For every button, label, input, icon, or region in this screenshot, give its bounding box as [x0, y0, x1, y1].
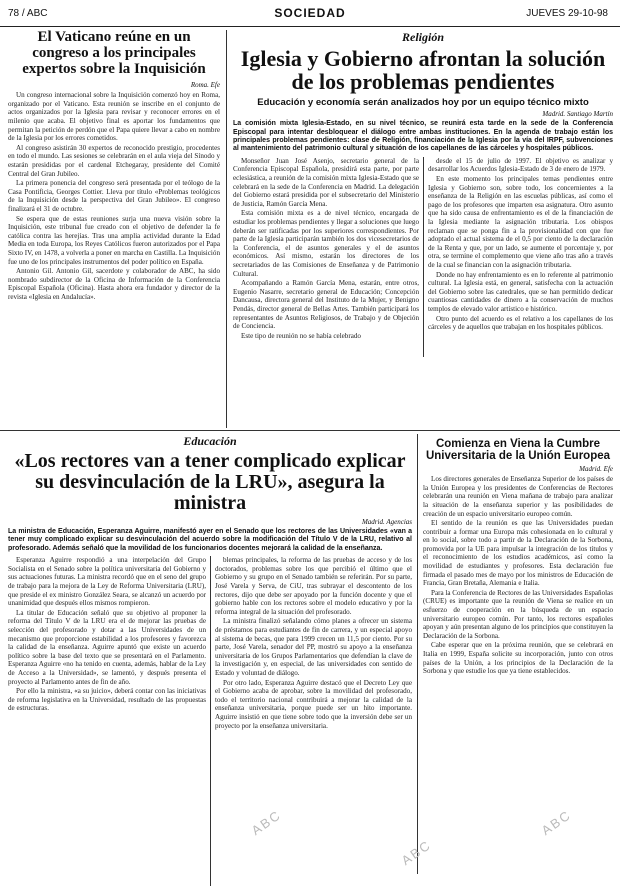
religion-paragraph: Esta comisión mixta es a de nivel técnico, encargada de estudiar los problemas pendientes y llegar a soluciones que luego deberán ser ratificadas por los superiores correspondientes. Por parte de la Iglesia participarán también los dos vicesecretarios de la Conferencia, el de asuntos generales y el de asuntos económicos. Así mismo, estarán los directores de los secretariados de las Comisiones de Enseñanza y de Patrimonio Cultural.	[233, 209, 419, 278]
education-kicker: Educación	[183, 434, 237, 448]
vatican-paragraph: Antonio Gil. Antonio Gil, sacerdote y colaborador de ABC, ha sido nombrado subdirector de la Oficina de Información de la Conferencia Episcopal Española (Oficina). Hasta ahora era fundador y director de la revista «Iglesia en Andalucía».	[8, 267, 220, 301]
education-column-1	[8, 556, 206, 714]
vienna-byline: Madrid. Efe	[579, 465, 613, 474]
education-column-rule	[210, 556, 211, 886]
education-paragraph: Por ello la ministra, «a su juicio», deberá contar con las iniciativas de reforma legislativa en la Universidad, resultado de las propuestas de estructuras.	[8, 687, 206, 713]
vatican-paragraph: Al congreso asistirán 30 expertos de reconocido prestigio, procedentes en todo el mundo. Las sesiones se celebrarán en el aula vieja del Sínodo y estarán presididas por el cardenal Etchegaray, presidente del Comité Central del Gran Jubileo.	[8, 143, 220, 178]
religion-byline: Madrid. Santiago Martín	[542, 110, 613, 119]
vatican-article	[8, 30, 220, 303]
horizontal-rule-mid	[0, 430, 620, 431]
vienna-headline: Comienza en Viena la Cumbre Universitaria de la Unión Europea	[425, 438, 611, 463]
education-byline: Madrid. Agencias	[361, 518, 412, 526]
religion-column-2	[428, 157, 613, 333]
watermark: ABC	[538, 806, 575, 839]
education-headline: «Los rectores van a tener complicado explicar su desvinculación de la LRU», asegura la ministra	[14, 450, 406, 514]
watermark: ABC	[248, 806, 285, 839]
section-title: SOCIEDAD	[274, 6, 346, 20]
religion-kicker: Religión	[401, 30, 444, 44]
issue-date: JUEVES 29-10-98	[526, 8, 608, 19]
religion-subtitle: Educación y economía serán analizados hoy por un equipo técnico mixto	[257, 97, 589, 109]
running-header	[0, 4, 620, 27]
religion-column-rule	[423, 157, 424, 357]
vatican-byline: Roma. Efe	[190, 81, 220, 90]
religion-headline: Iglesia y Gobierno afrontan la solución de los problemas pendientes	[240, 46, 606, 95]
vatican-paragraph: Un congreso internacional sobre la Inquisición comenzó hoy en Roma, organizado por el Vaticano. Esta reunión se inscribe en el conjunto de actos organizados por la Iglesia para revisar y reconocer errores en el milenio que acaba. El objetivo final es aportar los fundamentos que permitan la petición de perdón que el Papa quiere llevar a cabo en nombre de la Iglesia por los errores cometidos.	[8, 91, 220, 143]
education-lead: La ministra de Educación, Esperanza Aguirre, manifestó ayer en el Senado que los rectores de las Universidades «van a tener muy complicado explicar su desvinculación del acuerdo sobre la modificación del Título V de la LRU, relativo al profesorado. Además señaló que la movilidad de los funcionarios docentes mejorará la calidad de la enseñanza.	[8, 528, 412, 552]
vatican-body	[8, 91, 220, 301]
column-rule-bottom	[417, 434, 418, 874]
page-number: 78 / ABC	[8, 8, 48, 19]
religion-paragraph: Donde no hay enfrentamiento es en lo referente al patrimonio cultural. La Iglesia está, en general, satisfecha con la actuación del Gobierno sobre las catedrales, que se han permitido dedicar cuantiosas cantidades de dinero a la conservación de muchos templos de elevado valor artístico e histórico.	[428, 270, 613, 313]
religion-paragraph: Este tipo de reunión no se había celebrado	[241, 331, 361, 340]
religion-paragraph: Monseñor Juan José Asenjo, secretario general de la Conferencia Episcopal Española, presidirá esta parte, por parte eclesiástica, a reunión de la comisión mixta Iglesia-Estado que se celebrará en la sede de la Conferencia en Madrid. La delegación del Gobierno estará presidida por el subsecretario del Ministerio de Justicia, Ramón García Mena.	[233, 156, 419, 208]
religion-article	[233, 30, 613, 357]
education-paragraph: Esperanza Aguirre respondió a una interpelación del Grupo Socialista en el Senado sobre la política universitaria del Gobierno y sus actuaciones futuras. La ministra recordó que en el seno del grupo de trabajo para la mejora de la Ley de Reforma Universitaria (LRU), que preside el ex ministro González Seara, se alcanzó un acuerdo por unanimidad que después ellos mismos rompieron.	[8, 556, 206, 608]
education-paragraph: Por otro lado, Esperanza Aguirre destacó que el Decreto Ley que el Gobierno acaba de aprobar, sobre la movilidad del profesorado, todo el territorio nacional contribuirá a mejorar la calidad de la enseñanza universitaria, porque puede ser un hito importante. Aguirre insistió en que tiene sobre todo que la inversión debe ser un proyecto por la enseñanza universitaria.	[215, 678, 412, 730]
column-rule-top	[226, 30, 227, 428]
religion-paragraph: desde el 15 de julio de 1997. El objetivo es analizar y desarrollar los Acuerdos Iglesia-Estado de 3 de enero de 1979.	[428, 156, 613, 174]
education-paragraph: blemas principales, la reforma de las pruebas de acceso y de los doctorados, problemas sobre los que percibió el último que el Gobierno y su grupo en el Senado también se referirán. Por su parte, José Varela y Serva, de CiU, tras subrayar el descontento de los rectores, dijo que debe ser apoyado por la función docente y que el gobierno hable con los rectores sobre el modelo educativo y por la reforma integral de la situación del profesorado.	[215, 556, 412, 616]
vienna-paragraph: El sentido de la reunión es que las Universidades puedan contribuir a formar una Europa más cohesionada en lo cultural y en lo social, sobre todo a partir de la Declaración de la Sorbona, promovida por la UE para impulsar la integración de los títulos y el reconocimiento de los estudios académicos, así como la movilidad de estudiantes y profesores. Esta declaración fue firmada el pasado mes de mayo por los ministros de Educación de Francia, Gran Bretaña, Alemania e Italia.	[423, 519, 613, 588]
religion-paragraph: Otro punto del acuerdo es el relativo a los capellanes de los cárceles y de aquellos que trabajan en los hospitales públicos.	[428, 314, 613, 332]
vienna-paragraph: Para la Conferencia de Rectores de las Universidades Españolas (CRUE) es importante que la reunión de Viena se realice en un esfuerzo de cooperación en la búsqueda de un espacio universitario europeo común. Por tanto, los rectores españoles apoyan y aún presentan alguno de los principios que constituyen la Declaración de la Sorbona.	[423, 588, 614, 640]
education-column-2	[215, 556, 412, 731]
religion-column-1	[233, 157, 419, 341]
vatican-paragraph: Se espera que de estas reuniones surja una nueva visión sobre la Inquisición, este tribunal fue creado con el objetivo de defender la fe católica contra las herejías. Tras una amplia actividad durante la Edad Media en toda Europa, los Reyes Católicos fueron autorizados por el Papa Sixto IV, en 1478, a volverla a poner en marcha en Castilla. La Inquisición fue uno de los principales instrumentos del poder político en España.	[8, 214, 220, 266]
vienna-article	[423, 438, 613, 677]
education-paragraph: La ministra finalizó señalando cómo planes a ofrecer un sistema de préstamos para estudiantes de fin de carrera, y un especial apoyo al sistema de becas, que para 1999 crecen un 11,5 por ciento. Por su parte, José Varela, senador del PP, mostró su apoyo a la enseñanza universitaria de los Grupos Parlamentarios que defendían la clave de la investigación y, en especial, de las universidades con sentido de Estado y voluntad de diálogo.	[215, 617, 412, 677]
religion-paragraph: Acompañando a Ramón García Mena, estarán, entre otros, Eugenio Nasarre, secretario general de Educación; Concepción Dancausa, directora general del Instituto de la Mujer, y Benigno Pendás, director general de Bellas Artes. También participará los representantes de Asuntos Religiosos, de Trabajo y de Objeción de Conciencia.	[233, 279, 419, 331]
education-paragraph: La titular de Educación señaló que su objetivo al proponer la reforma del Título V de la LRU era el de mejorar las pruebas de selección del profesorado y dotar a las Universidades de un mecanismo que proporcione estabilidad a los profesores y favorezca la calidad de la enseñanza. Aguirre apuntó que existe un acuerdo político sobre la base del texto que se presentará en el Parlamento. Esperanza Aguirre «no ha tenido en cuenta, además, hablar de la Ley de Acceso a la Universidad», se lamentó, y después presenta el proyecto al Parlamento antes de fin de año.	[8, 608, 206, 686]
vatican-paragraph: La primera ponencia del congreso será presentada por el teólogo de la Casa Pontificia, Georges Cottier. Lleva por título «Problemas teológicos de la Inquisición desde la perspectiva del Gran Jubileo». El congreso finalizará el 31 de octubre.	[8, 179, 220, 213]
vienna-body	[423, 475, 613, 676]
vienna-paragraph: Los directores generales de Enseñanza Superior de los países de la Unión Europea y los presidentes de Conferencias de Rectores celebrarán una reunión en Viena mañana de trabajo para analizar la situación de la enseñanza superior y las posibilidades de creación de un espacio universitario europeo común.	[423, 475, 613, 518]
education-article	[8, 434, 412, 886]
vatican-headline: El Vaticano reúne en un congreso a los principales expertos sobre la Inquisición	[22, 29, 206, 77]
watermark: ABC	[398, 836, 435, 869]
religion-paragraph: En este momento los principales temas pendientes entre Iglesia y Gobierno son, sobre todo, los concernientes a la enseñanza de la Religión en las escuelas públicas, así como el pago de los profesores que imparten esa asignatura. Otro asunto que ha sido causa de enfrentamiento es el de la financiación de la Iglesia mediante la asignación tributaria. Los obispos reclaman que se ponga fin a la provisionalidad con que fue adoptado el actual sistema de el 0,5 por ciento de la declaración de la Renta y que, por un lado, se aumente el porcentaje y, por otra, se termine el complemento que viene año tras año a través de la cual se financian con la asignación tributaria.	[428, 175, 613, 269]
religion-lead: La comisión mixta Iglesia-Estado, en su nivel técnico, se reunirá esta tarde en la sede de la Conferencia Episcopal para intentar desbloquear el diálogo entre ambas instituciones. En la agenda de trabajo están los principales problemas pendientes: clase de Religión, financiación de la Iglesia por la vía del IRPF, subvenciones al mantenimiento del patrimonio cultural y situación de los capellanes de las cárceles y hospitales públicos.	[233, 120, 613, 153]
vienna-paragraph: Cabe esperar que en la próxima reunión, que se celebrará en Italia en 1999, España solicite su incorporación, junto con otros países de la Unión, a los principios de la Declaración de la Sorbona y que estudie los que ya tiene establecidos.	[423, 641, 613, 676]
